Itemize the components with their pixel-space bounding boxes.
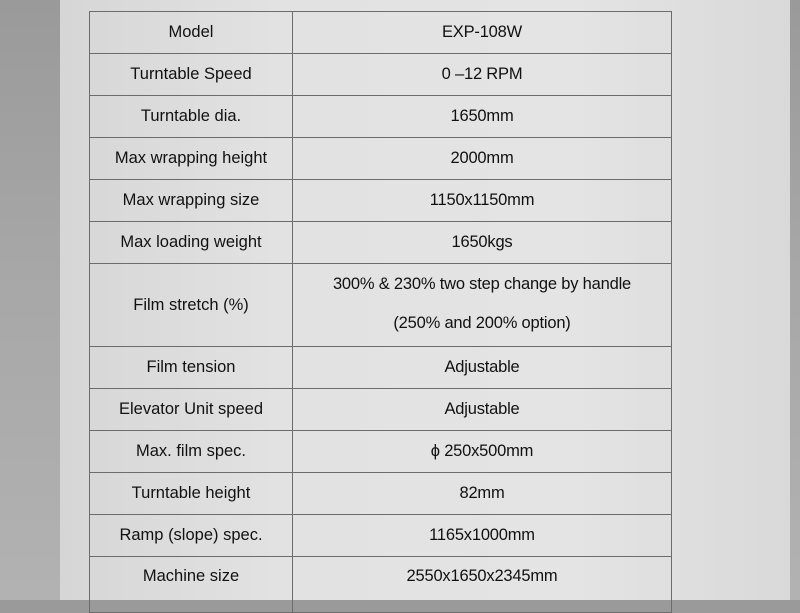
table-row xyxy=(90,515,672,557)
table-row xyxy=(90,473,672,515)
spec-value: Adjustable xyxy=(293,347,672,389)
spec-label: Ramp (slope) spec. xyxy=(90,515,293,557)
spec-value: 1150x1150mm xyxy=(293,180,672,222)
specification-table xyxy=(89,11,672,613)
spec-label: Max. film spec. xyxy=(90,431,293,473)
spec-value: Adjustable xyxy=(293,389,672,431)
spec-label: Model xyxy=(90,12,293,54)
table-row xyxy=(90,54,672,96)
spec-label: Machine size xyxy=(90,557,293,613)
spec-value: 1650mm xyxy=(293,96,672,138)
spec-label: Turntable dia. xyxy=(90,96,293,138)
table-row xyxy=(90,557,672,613)
spec-value: 82mm xyxy=(293,473,672,515)
spec-label: Film stretch (%) xyxy=(90,264,293,347)
spec-value: 0 –12 RPM xyxy=(293,54,672,96)
spec-label: Turntable Speed xyxy=(90,54,293,96)
spec-label: Max wrapping height xyxy=(90,138,293,180)
spec-label: Film tension xyxy=(90,347,293,389)
table-row xyxy=(90,264,672,347)
spec-value: 2000mm xyxy=(293,138,672,180)
table-row xyxy=(90,222,672,264)
spec-label: Max wrapping size xyxy=(90,180,293,222)
spec-value-line-1: 300% & 230% two step change by handle xyxy=(332,275,632,293)
table-row xyxy=(90,138,672,180)
table-row xyxy=(90,431,672,473)
table-row xyxy=(90,180,672,222)
spec-value-multiline xyxy=(293,264,672,347)
spec-value: 1165x1000mm xyxy=(293,515,672,557)
spec-value: ϕ 250x500mm xyxy=(293,431,672,473)
spec-value: 2550x1650x2345mm xyxy=(293,557,672,613)
spec-value: 1650kgs xyxy=(293,222,672,264)
spec-label: Elevator Unit speed xyxy=(90,389,293,431)
spec-value: EXP-108W xyxy=(293,12,672,54)
spec-label: Turntable height xyxy=(90,473,293,515)
table-row xyxy=(90,12,672,54)
table-row xyxy=(90,389,672,431)
table-row xyxy=(90,347,672,389)
spec-value-line-2: (250% and 200% option) xyxy=(393,314,571,332)
table-row xyxy=(90,96,672,138)
spec-label: Max loading weight xyxy=(90,222,293,264)
